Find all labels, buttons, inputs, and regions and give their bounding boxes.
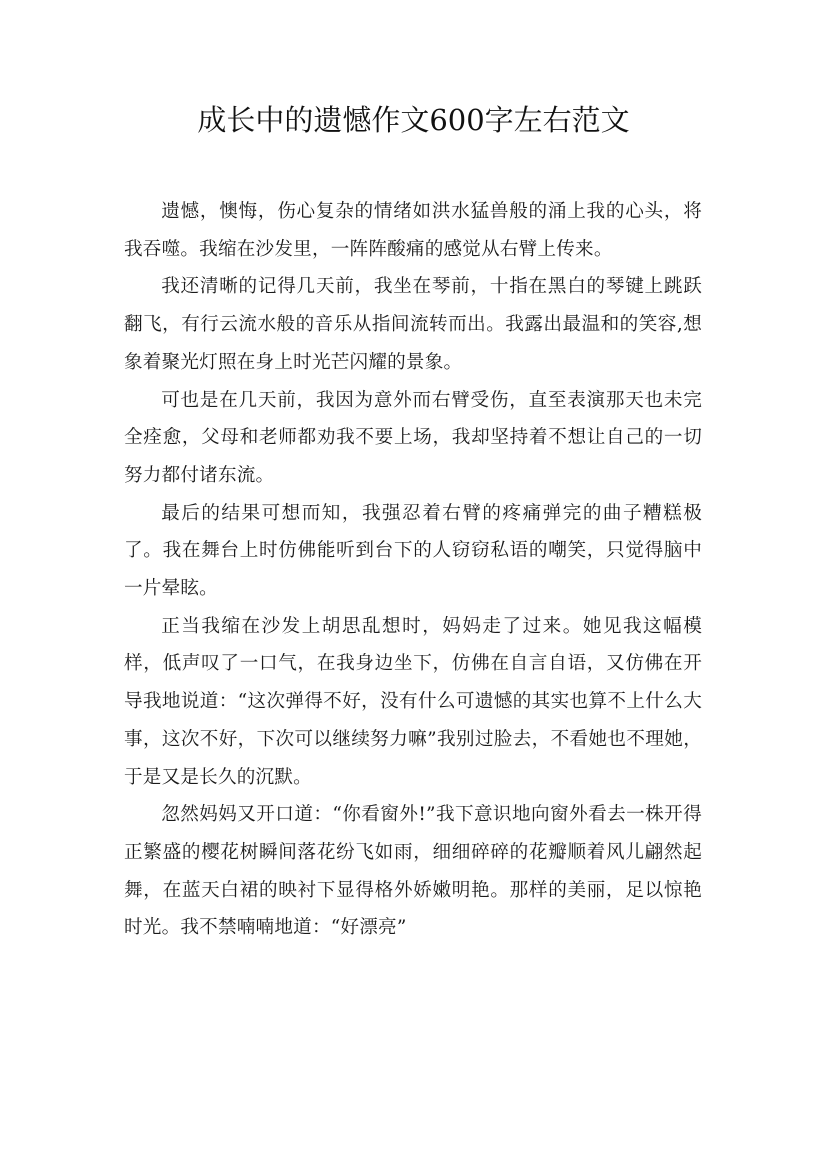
document-body (124, 193, 702, 947)
paragraph-6: 忽然妈妈又开口道：“你看窗外!”我下意识地向窗外看去一株开得正繁盛的樱花树瞬间落花纷飞如雨，细细碎碎的花瓣顺着风儿翩然起舞，在蓝天白裙的映衬下显得格外娇嫩明艳。那样的美丽，足以惊艳时光。我不禁喃喃地道：“好漂亮” (124, 804, 702, 939)
document-title: 成长中的遗憾作文600字左右范文 (197, 103, 630, 137)
paragraph-2: 我还清晰的记得几天前，我坐在琴前，十指在黑白的琴键上跳跃翻飞，有行云流水般的音乐从指间流转而出。我露出最温和的笑容,想象着聚光灯照在身上时光芒闪耀的景象。 (124, 276, 702, 373)
paragraph-4: 最后的结果可想而知，我强忍着右臂的疼痛弹完的曲子糟糕极了。我在舞台上时仿佛能听到台下的人窃窃私语的嘲笑，只觉得脑中一片晕眩。 (124, 502, 702, 600)
paragraph-5: 正当我缩在沙发上胡思乱想时，妈妈走了过来。她见我这幅模样，低声叹了一口气，在我身边坐下，仿佛在自言自语，又仿佛在开导我地说道：“这次弹得不好，没有什么可遗憾的其实也算不上什么大事，这次不好，下次可以继续努力嘛”我别过脸去，不看她也不理她，于是又是长久的沉默。 (124, 615, 702, 788)
paragraph-3: 可也是在几天前，我因为意外而右臂受伤，直至表演那天也未完全痊愈，父母和老师都劝我不要上场，我却坚持着不想让自己的一切努力都付诸东流。 (124, 389, 702, 486)
paragraph-1: 遗憾，懊悔，伤心复杂的情绪如洪水猛兽般的涌上我的心头，将我吞噬。我缩在沙发里，一阵阵酸痛的感觉从右臂上传来。 (124, 201, 702, 260)
